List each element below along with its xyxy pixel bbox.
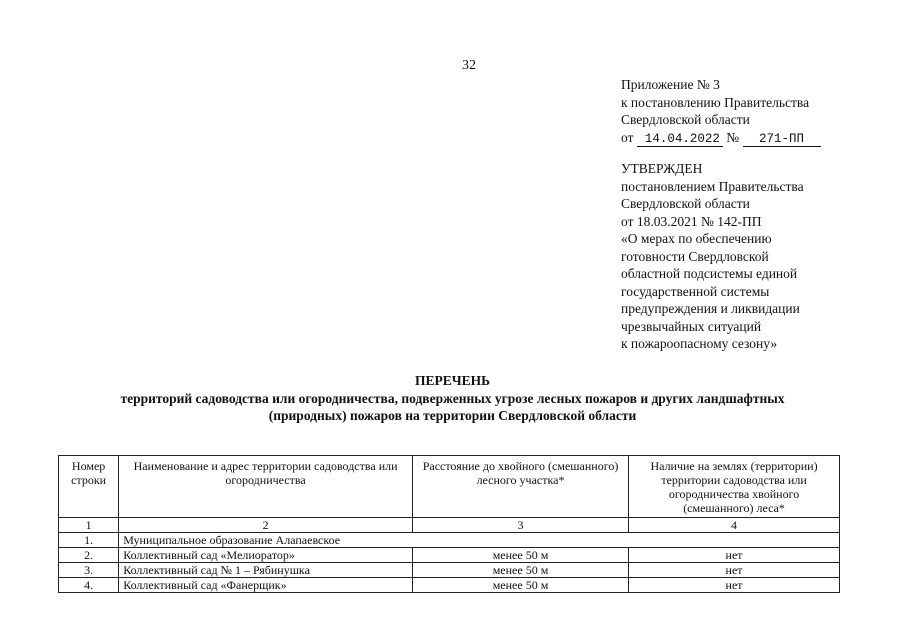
table-header-row [59,456,840,518]
page-number: 32 [462,58,476,73]
column-number: 4 [629,518,840,533]
header-number: Номер строки [59,456,119,518]
approved-line: предупреждения и ликвидации [621,301,800,316]
approved-block [621,160,804,353]
title-main: ПЕРЕЧЕНЬ [414,373,491,388]
approved-line: областной подсистемы единой [621,266,798,281]
row-name: Коллективный сад № 1 – Рябинушка [119,563,413,578]
row-number: 3. [59,563,119,578]
approved-line: постановлением Правительства [621,178,804,194]
appendix-block [621,76,821,147]
territories-table [58,455,840,593]
column-number-row [59,518,840,533]
date-prefix: от [621,129,634,145]
number-field: 271-ПП [743,132,821,147]
row-number: 1. [59,533,119,548]
table-row [59,533,840,548]
approved-line: от 18.03.2021 № 142-ПП [621,213,762,229]
table-row [59,563,840,578]
row-presence: нет [629,548,840,563]
row-name: Коллективный сад «Мелиоратор» [119,548,413,563]
appendix-reference: к постановлению Правительства [621,94,810,110]
table-row [59,578,840,593]
row-presence: нет [629,563,840,578]
row-distance: менее 50 м [412,563,628,578]
document-title [60,372,845,425]
row-number: 4. [59,578,119,593]
header-name: Наименование и адрес территории садоводства или огородничества [119,456,413,518]
header-presence: Наличие на землях (территории) территории садоводства или огородничества хвойного (смешанного) леса* [629,456,840,518]
table-row [59,548,840,563]
row-number: 2. [59,548,119,563]
column-number: 2 [119,518,413,533]
approved-heading: УТВЕРЖДЕН [621,161,703,176]
approved-line: чрезвычайных ситуаций [621,318,762,334]
appendix-title: Приложение № 3 [621,77,720,92]
approved-line: «О мерах по обеспечению [621,231,772,246]
row-presence: нет [629,578,840,593]
number-prefix: № [726,129,740,145]
row-distance: менее 50 м [412,578,628,593]
approved-line: готовности Свердловской [621,248,769,264]
row-distance: менее 50 м [412,548,628,563]
date-field: 14.04.2022 [637,132,723,147]
column-number: 1 [59,518,119,533]
appendix-region: Свердловской области [621,112,750,127]
approved-line: Свердловской области [621,196,750,211]
appendix-date-line [621,129,821,147]
row-municipality: Муниципальное образование Алапаевское [119,533,840,548]
column-number: 3 [412,518,628,533]
approved-line: государственной системы [621,283,770,299]
title-subtitle-line2: (природных) пожаров на территории Свердловской области [268,408,637,423]
row-name: Коллективный сад «Фанерщик» [119,578,413,593]
header-distance: Расстояние до хвойного (смешанного) лесного участка* [412,456,628,518]
title-subtitle-line1: территорий садоводства или огородничества, подверженных угрозе лесных пожаров и других ландшафтных [120,390,785,406]
approved-line: к пожароопасному сезону» [621,336,778,351]
